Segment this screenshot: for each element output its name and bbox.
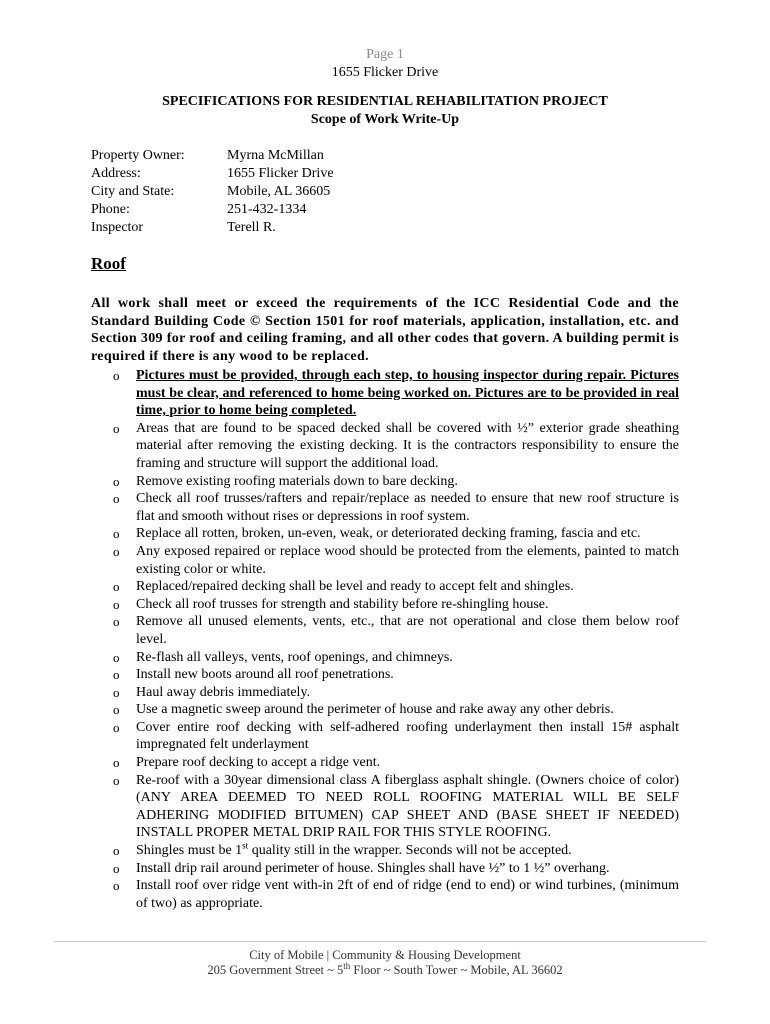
- list-item: [0, 719, 679, 754]
- property-info: [91, 147, 334, 237]
- section-heading: Roof: [91, 254, 126, 273]
- list-item-text: Haul away debris immediately.: [136, 684, 311, 700]
- bullet-icon: o: [113, 491, 120, 507]
- list-item: [0, 578, 679, 596]
- bullet-icon: o: [113, 473, 120, 489]
- list-item: [0, 772, 679, 842]
- info-value: Terell R.: [227, 220, 276, 235]
- info-label: Phone:: [91, 202, 130, 217]
- list-item-text: Remove all unused elements, vents, etc., that are not operational and close them below roof level.: [136, 614, 679, 647]
- bullet-icon: o: [113, 684, 120, 700]
- list-item: [0, 877, 679, 912]
- list-item-text: Check all roof trusses for strength and stability before re-shingling house.: [136, 596, 549, 612]
- bullet-icon: o: [113, 596, 120, 612]
- info-row-phone: [91, 201, 334, 219]
- requirements-list: [0, 367, 770, 912]
- info-value: 1655 Flicker Drive: [227, 166, 334, 181]
- list-item-text: Install new boots around all roof penetrations.: [136, 667, 394, 683]
- list-item-text: Check all roof trusses/rafters and repair/replace as needed to ensure that new roof structure is flat and smooth without rises or depressions in roof system.: [136, 491, 679, 524]
- list-item-text: Re-flash all valleys, vents, roof openings, and chimneys.: [136, 649, 453, 665]
- list-item: [0, 367, 679, 420]
- list-item: [0, 490, 679, 525]
- section-intro: All work shall meet or exceed the requirements of the ICC Residential Code and the Standard Building Code © Section 1501 for roof materials, application, installation, etc. and Section 309 for roof and ceiling framing, and all other codes that govern. A building permit is required if there is any wood to be replaced.: [91, 296, 679, 364]
- info-label: Property Owner:: [91, 148, 185, 163]
- list-item: [0, 754, 679, 772]
- footer-divider: [54, 941, 706, 942]
- list-item-text: Remove existing roofing materials down to bare decking.: [136, 473, 458, 489]
- list-item-text: Re-roof with a 30year dimensional class A fiberglass asphalt shingle. (Owners choice of color) (ANY AREA DEEMED TO NEED ROLL ROOFING MATERIAL WILL BE SELF ADHERING MODIFIED BITUMEN) CAP SHEET AND (BASE SHEET IF NEEDED) INSTALL PROPER METAL DRIP RAIL FOR THIS STYLE ROOFING.: [136, 772, 679, 841]
- list-item-text: Areas that are found to be spaced decked shall be covered with ½” exterior grade sheathing material after removing the existing decking. It is the contractors responsibility to ensure the framing and structure will support the additional load.: [136, 420, 679, 471]
- document-subtitle: Scope of Work Write-Up: [310, 112, 460, 127]
- list-item: [0, 684, 679, 702]
- info-label: Address:: [91, 166, 141, 181]
- list-item-text: Install roof over ridge vent with-in 2ft of end of ridge (end to end) or wind turbines, (minimum of two) as appropriate.: [136, 878, 679, 911]
- list-item: [0, 420, 679, 473]
- bullet-icon: o: [113, 368, 120, 383]
- bullet-icon: o: [113, 843, 120, 859]
- footer-org: City of Mobile | Community & Housing Development: [249, 948, 521, 962]
- bullet-icon: o: [113, 772, 120, 788]
- list-item-text: Replace all rotten, broken, un-even, weak, or deteriorated decking framing, fascia and etc.: [136, 526, 641, 542]
- info-row-owner: [91, 147, 334, 165]
- list-item: [0, 473, 679, 491]
- bullet-icon: o: [113, 878, 120, 894]
- header-address: 1655 Flicker Drive: [331, 65, 439, 80]
- info-value: 251-432-1334: [227, 202, 307, 217]
- info-label: City and State:: [91, 184, 175, 199]
- list-item-text: Shingles must be 1st quality still in the wrapper. Seconds will not be accepted.: [136, 840, 572, 859]
- bullet-icon: o: [113, 579, 120, 595]
- bullet-icon: o: [113, 420, 120, 436]
- info-value: Mobile, AL 36605: [227, 184, 331, 199]
- bullet-icon: o: [113, 543, 120, 559]
- bullet-icon: o: [113, 667, 120, 683]
- list-item-text: Any exposed repaired or replace wood should be protected from the elements, painted to match existing color or white.: [136, 543, 679, 577]
- list-item: [0, 860, 679, 878]
- bullet-icon: o: [113, 719, 120, 735]
- info-row-city: [91, 183, 334, 201]
- bullet-icon: o: [113, 755, 120, 771]
- footer-address: 205 Government Street ~ 5th Floor ~ South Tower ~ Mobile, AL 36602: [207, 960, 563, 977]
- bullet-icon: o: [113, 860, 120, 876]
- list-item: [0, 649, 679, 667]
- list-item-text: Install drip rail around perimeter of house. Shingles shall have ½” to 1 ½” overhang.: [136, 860, 610, 876]
- list-item-text: Use a magnetic sweep around the perimeter of house and rake away any other debris.: [136, 702, 614, 718]
- list-item-text: Pictures must be provided, through each step, to housing inspector during repair. Pictures must be clear, and referenced to home being worked on. Pictures are to be provided in real time, prior to home being completed.: [136, 368, 679, 419]
- bullet-icon: o: [113, 526, 120, 542]
- list-item: [0, 666, 679, 684]
- list-item-text: Cover entire roof decking with self-adhered roofing underlayment then install 15# asphalt impregnated felt underlayment: [136, 719, 679, 753]
- document-title: SPECIFICATIONS FOR RESIDENTIAL REHABILITATION PROJECT: [162, 94, 608, 109]
- list-item: [0, 525, 679, 543]
- list-item: [0, 842, 679, 860]
- page-number: Page 1: [366, 47, 404, 62]
- list-item: [0, 543, 679, 578]
- list-item: [0, 701, 679, 719]
- list-item-text: Prepare roof decking to accept a ridge vent.: [136, 755, 381, 771]
- info-row-address: [91, 165, 334, 183]
- list-item: [0, 613, 679, 648]
- list-item-text: Replaced/repaired decking shall be level and ready to accept felt and shingles.: [136, 579, 574, 595]
- bullet-icon: o: [113, 702, 120, 718]
- bullet-icon: o: [113, 614, 120, 630]
- info-row-inspector: [91, 219, 334, 237]
- info-value: Myrna McMillan: [227, 148, 324, 163]
- info-label: Inspector: [91, 220, 144, 235]
- list-item: [0, 596, 679, 614]
- bullet-icon: o: [113, 649, 120, 665]
